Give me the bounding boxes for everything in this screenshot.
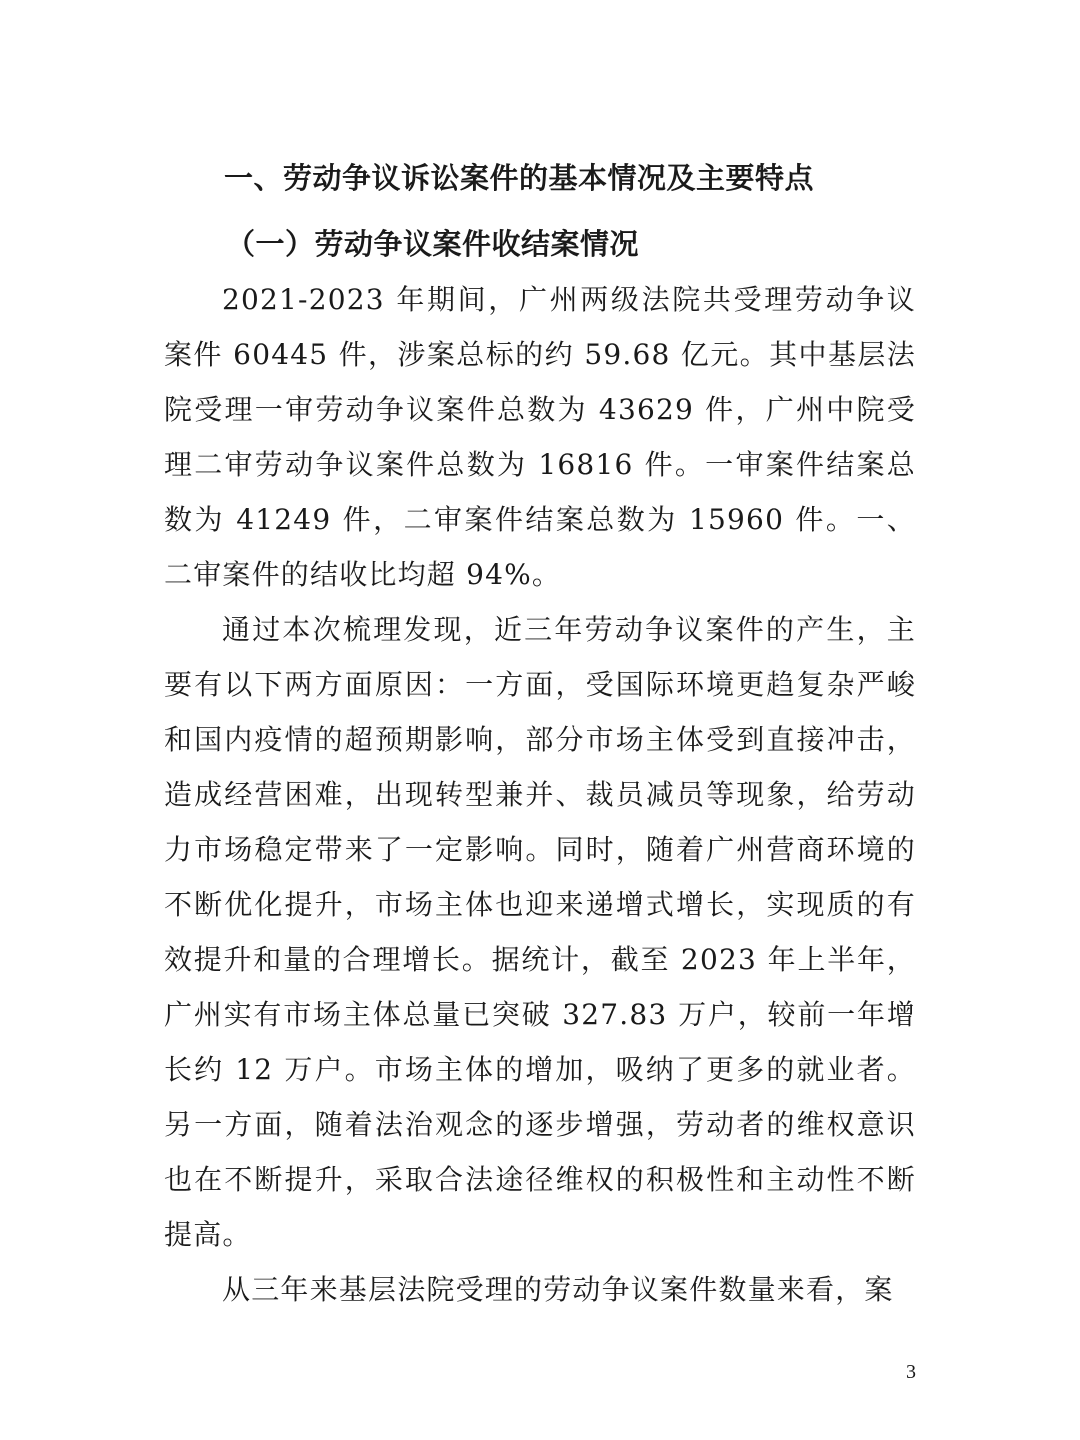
subsection-heading: （一）劳动争议案件收结案情况 [226, 227, 640, 261]
document-body [164, 150, 916, 1317]
paragraph-case-statistics: 2021-2023 年期间，广州两级法院共受理劳动争议案件 60445 件，涉案总标的约 59.68 亿元。其中基层法院受理一审劳动争议案件总数为 43629 件，广州中院受理二审劳动争议案件总数为 16816 件。一审案件结案总数为 41249 件，二审案件结案总数为 15960 件。一、二审案件的结收比均超 94%。 [164, 283, 916, 591]
section-heading: 一、劳动争议诉讼案件的基本情况及主要特点 [224, 161, 815, 195]
paragraph-continuation: 从三年来基层法院受理的劳动争议案件数量来看，案 [222, 1273, 894, 1306]
page-number: 3 [906, 1361, 916, 1383]
paragraph-causes: 通过本次梳理发现，近三年劳动争议案件的产生，主要有以下两方面原因：一方面，受国际环境更趋复杂严峻和国内疫情的超预期影响，部分市场主体受到直接冲击，造成经营困难，出现转型兼并、裁员减员等现象，给劳动力市场稳定带来了一定影响。同时，随着广州营商环境的不断优化提升，市场主体也迎来递增式增长，实现质的有效提升和量的合理增长。据统计，截至 2023 年上半年，广州实有市场主体总量已突破 327.83 万户，较前一年增长约 12 万户。市场主体的增加，吸纳了更多的就业者。另一方面，随着法治观念的逐步增强，劳动者的维权意识也在不断提升，采取合法途径维权的积极性和主动性不断提高。 [164, 613, 916, 1251]
